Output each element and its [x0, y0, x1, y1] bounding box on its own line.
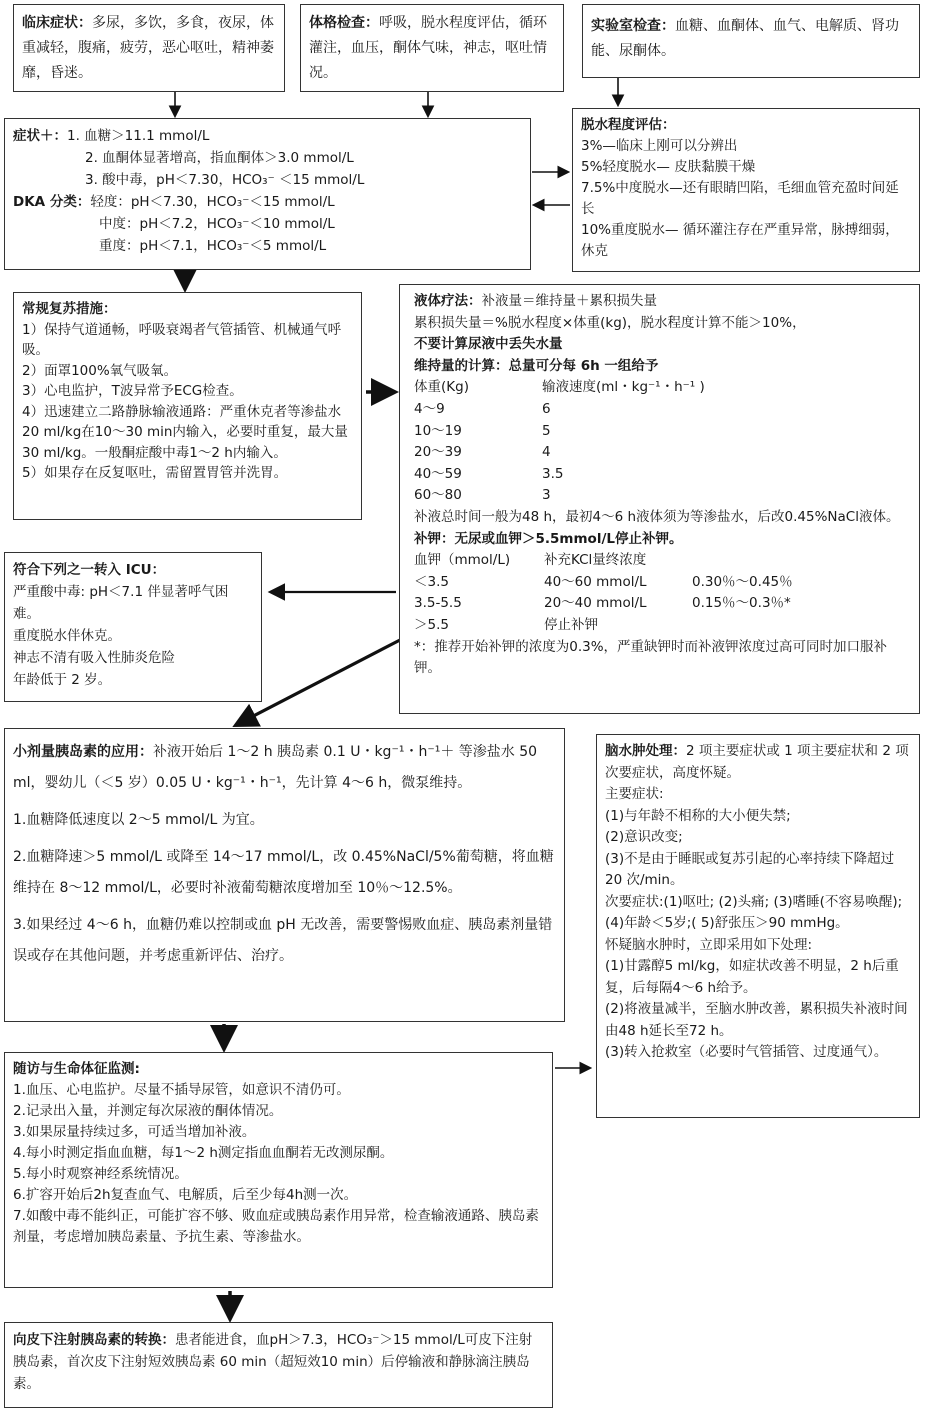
insulin-line-3: 3.如果经过 4～6 h，血糖仍难以控制或血 pH 无改善，需要警惕败血症、胰岛素剂量错误或存在其他问题，并考虑重新评估、治疗。: [13, 917, 553, 964]
dehydration-title: 脱水程度评估：: [581, 117, 676, 133]
subq-text: 患者能进食，血pH＞7.3，HCO₃⁻＞15 mmol/L可皮下注射胰岛素，首次皮下注射短效胰岛素 60 min（超短效10 min）后停输液和静脉滴注胰岛素。: [13, 1332, 533, 1392]
icu-line-4: 年龄低于 2 岁。: [13, 672, 112, 688]
potassium-table-header: [414, 550, 911, 572]
edema-line-6: 次要症状:(1)呕吐; (2)头痛; (3)嗜睡(不容易唤醒); (4)年龄＜5岁;( 5)舒张压＞90 mmHg。: [605, 893, 903, 931]
dehydration-line-3: 7.5%中度脱水—还有眼睛凹陷，毛细血管充盈时间延长: [581, 180, 899, 217]
icu-title: 符合下列之一转入 ICU：: [13, 562, 166, 578]
icu-line-2: 重度脱水伴休克。: [13, 628, 121, 644]
diagnostic-criteria-box: [4, 118, 531, 270]
icu-criteria-box: [4, 552, 262, 702]
monitor-line-6: 6.扩容开始后2h复查血气、电解质，后至少每4h测一次。: [13, 1187, 358, 1203]
dehydration-line-2: 5%轻度脱水— 皮肤黏膜干燥: [581, 159, 756, 175]
lab-text: 血糖、血酮体、血气、电解质、肾功能、尿酮体。: [591, 18, 899, 59]
edema-line-7: 怀疑脑水肿时，立即采用如下处理:: [605, 936, 813, 953]
potassium-row: ＜3.5 40～60 mmol/L 0.30％～0.45％: [414, 573, 793, 590]
edema-line-9: (2)将液量减半，至脑水肿改善，累积损失补液时间由48 h延长至72 h。: [605, 1001, 908, 1039]
resus-line-1: 1）保持气道通畅，呼吸衰竭者气管插管、机械通气呼吸。: [22, 321, 342, 358]
resus-line-4: 4）迅速建立二路静脉输液通路：严重休克者等渗盐水20 ml/kg在10～30 min内输入，必要时重复，最大量30 ml/kg。一般酮症酸中毒1～2 h内输入。: [22, 403, 348, 461]
kcl-header: 补充KCl量终浓度: [544, 552, 647, 569]
physical-title: 体格检查：: [309, 15, 379, 31]
potassium-row: 3.5-5.5 20～40 mmol/L 0.15％～0.3％*: [414, 595, 791, 612]
subq-title: 向皮下注射胰岛素的转换：: [13, 1332, 175, 1348]
edema-line-4: (2)意识改变;: [605, 829, 683, 845]
edema-line-10: (3)转入抢救室（必要时气管插管、过度通气）。: [605, 1044, 888, 1060]
potassium-note: *：推荐开始补钾的浓度为0.3%，严重缺钾时而补液钾浓度过高可同时加口服补钾。: [414, 638, 888, 677]
fluid-formula: 补液量＝维持量＋累积损失量: [481, 293, 657, 309]
dka-title: DKA 分类：: [13, 194, 91, 210]
fluid-therapy-box: [399, 284, 920, 714]
maintenance-row: 4～9 6: [414, 400, 551, 417]
monitor-line-3: 3.如果尿量持续过多，可适当增加补液。: [13, 1124, 256, 1140]
physical-exam-box: [300, 4, 564, 92]
clinical-text: 多尿，多饮，多食，夜尿，体重减轻，腹痛，疲劳，恶心呕吐，精神萎靡，昏迷。: [22, 15, 274, 81]
icu-line-3: 神志不清有吸入性肺炎危险: [13, 650, 175, 666]
maintenance-row: 10～19 5: [414, 422, 551, 439]
fluid-total-time: 补液总时间一般为48 h，最初4～6 h液体须为等渗盐水，后改0.45%NaCl液体。: [414, 508, 900, 525]
fluid-line-2: 累积损失量＝%脱水程度×体重(kg)，脱水程度计算不能＞10%，: [414, 314, 806, 331]
subcutaneous-insulin-box: [4, 1322, 553, 1408]
dka-mild: 轻度：pH＜7.30，HCO₃⁻＜15 mmol/L: [90, 194, 335, 210]
fluid-line-4: 维持量的计算：总量可分每 6h 一组给予: [414, 357, 659, 374]
maintenance-row: 60～80 3: [414, 487, 551, 504]
resus-line-2: 2）面罩100%氧气吸氧。: [22, 362, 178, 379]
icu-line-1: 严重酸中毒: pH＜7.1 伴显著呼气困难。: [13, 584, 229, 622]
dka-moderate: 中度：pH＜7.2，HCO₃⁻＜10 mmol/L: [99, 216, 335, 232]
cerebral-edema-box: [596, 734, 920, 1118]
edema-title: 脑水肿处理：: [605, 743, 686, 759]
monitoring-box: [4, 1052, 553, 1288]
dehydration-box: [572, 108, 920, 272]
weight-header: 体重(Kg): [414, 379, 469, 396]
edema-criteria: 2 项主要症状或 1 项主要症状和 2 项次要症状，高度怀疑。: [605, 743, 909, 781]
resus-title: 常规复苏措施：: [22, 301, 117, 317]
dehydration-line-1: 3%—临床上刚可以分辨出: [581, 138, 738, 154]
maintenance-row: 20～39 4: [414, 444, 551, 461]
maintenance-table-header: [414, 377, 911, 399]
monitor-line-1: 1.血压、心电监护。尽量不插导尿管，如意识不清仍可。: [13, 1082, 350, 1098]
monitor-line-5: 5.每小时观察神经系统情况。: [13, 1166, 188, 1182]
resuscitation-box: [13, 292, 362, 520]
monitor-title: 随访与生命体征监测:: [13, 1061, 140, 1077]
edema-line-3: (1)与年龄不相称的大小便失禁;: [605, 807, 791, 824]
edema-line-2: 主要症状:: [605, 786, 664, 802]
rate-header: 输液速度(ml・kg⁻¹・h⁻¹ ): [542, 379, 705, 396]
edema-line-8: (1)甘露醇5 ml/kg，如症状改善不明显，2 h后重复，后每隔4～6 h给予。: [605, 958, 899, 996]
insulin-line-2: 2.血糖降速＞5 mmol/L 或降至 14～17 mmol/L，改 0.45%NaCl/5%葡萄糖，将血糖维持在 8～12 mmol/L，必要时补液葡萄糖浓度增加至 10％～12.5%。: [13, 849, 554, 896]
potassium-row: ＞5.5 停止补钾: [414, 616, 598, 633]
criteria-title: 症状＋：: [13, 128, 67, 144]
insulin-dose: 补液开始后 1～2 h 胰岛素 0.1 U・kg⁻¹・h⁻¹＋ 等渗盐水 50 ml，婴幼儿（＜5 岁）0.05 U・kg⁻¹・h⁻¹，先计算 4～6 h，微泵维持。: [13, 744, 538, 791]
insulin-line-1: 1.血糖降低速度以 2～5 mmol/L 为宜。: [13, 812, 264, 828]
maintenance-row: 40～59 3.5: [414, 465, 564, 482]
fluid-line-3: 不要计算尿液中丢失水量: [414, 336, 563, 353]
criteria-line-1: 1. 血糖＞11.1 mmol/L: [67, 128, 210, 144]
arrow-fluid-to-insulin: [238, 640, 400, 724]
fluid-title: 液体疗法：: [414, 293, 482, 309]
clinical-symptoms-box: [13, 4, 285, 92]
lab-title: 实验室检查：: [591, 18, 675, 34]
dka-severe: 重度：pH＜7.1，HCO₃⁻＜5 mmol/L: [99, 238, 327, 254]
lab-exam-box: [582, 4, 920, 78]
dehydration-line-4: 10%重度脱水— 循环灌注存在严重异常，脉搏细弱，休克: [581, 222, 899, 259]
clinical-title: 临床症状：: [22, 15, 92, 31]
insulin-title: 小剂量胰岛素的应用：: [13, 744, 153, 760]
insulin-box: [4, 728, 565, 1022]
physical-text: 呼吸，脱水程度评估，循环灌注，血压，酮体气味，神志，呕吐情况。: [309, 15, 547, 81]
monitor-line-2: 2.记录出入量，并测定每次尿液的酮体情况。: [13, 1103, 283, 1119]
resus-line-3: 3）心电监护，T波异常予ECG检查。: [22, 383, 243, 399]
monitor-line-7: 7.如酸中毒不能纠正，可能扩容不够、败血症或胰岛素作用异常，检查输液通路、胰岛素剂量，考虑增加胰岛素量、予抗生素、等渗盐水。: [13, 1208, 539, 1245]
criteria-line-3: 3. 酸中毒，pH＜7.30，HCO₃⁻ ＜15 mmol/L: [85, 172, 365, 188]
edema-line-5: (3)不是由于睡眠或复苏引起的心率持续下降超过20 次/min。: [605, 850, 895, 888]
resus-line-5: 5）如果存在反复呕吐，需留置胃管并洗胃。: [22, 465, 288, 481]
potassium-title: 补钾：无尿或血钾＞5.5mmol/L停止补钾。: [414, 530, 683, 547]
potassium-header: 血钾（mmol/L): [414, 552, 511, 569]
monitor-line-4: 4.每小时测定指血血糖，每1～2 h测定指血血酮若无改测尿酮。: [13, 1145, 394, 1161]
criteria-line-2: 2. 血酮体显著增高，指血酮体＞3.0 mmol/L: [85, 150, 354, 166]
